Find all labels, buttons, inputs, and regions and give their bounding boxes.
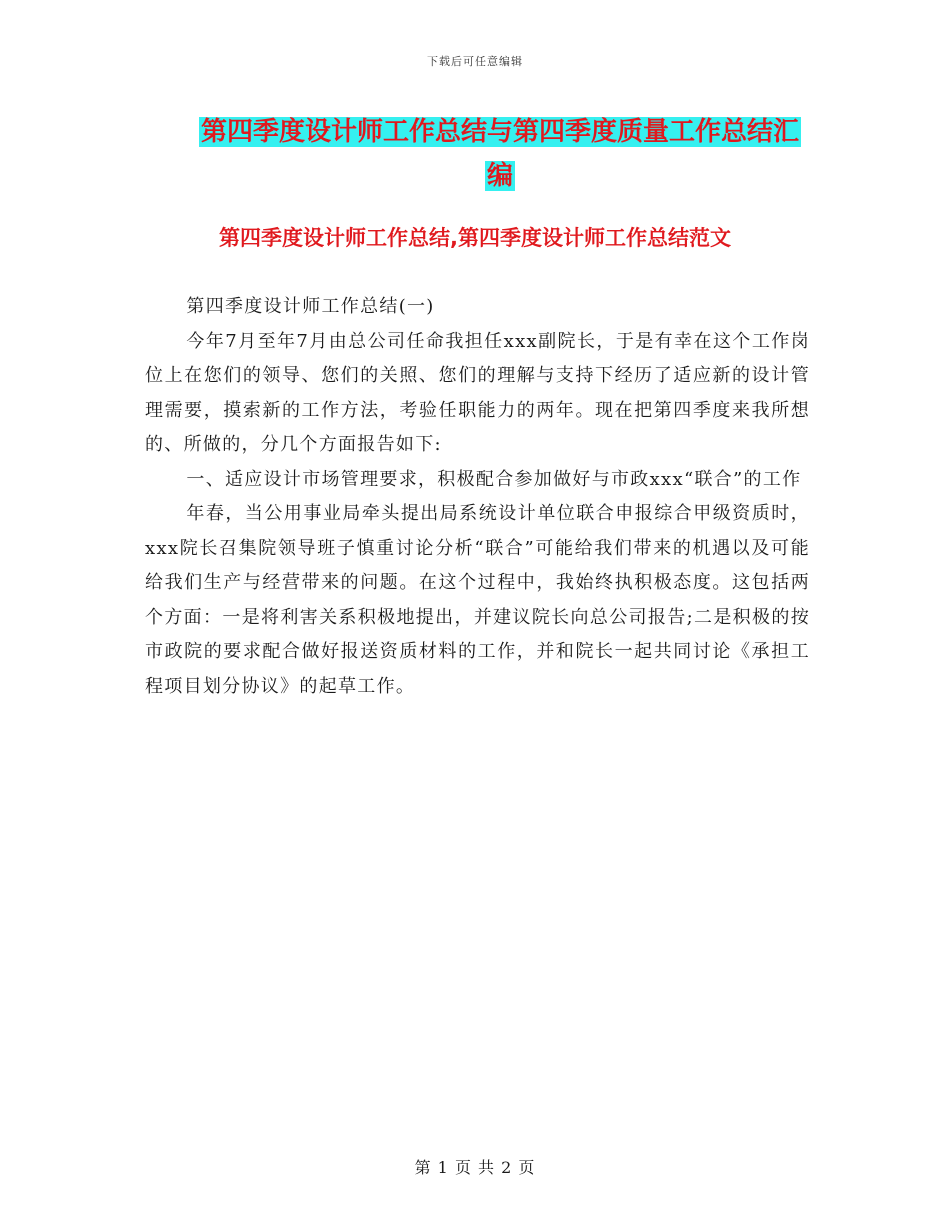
title-line-2: 编 — [486, 161, 513, 191]
paragraph: 年春，当公用事业局牵头提出局系统设计单位联合申报综合甲级资质时，xxx院长召集院领导班子慎重讨论分析“联合”可能给我们带来的机遇以及可能给我们生产与经营带来的问题。在这个过程中，我始终执积极态度。这包括两个方面：一是将利害关系积极地提出，并建议院长向总公司报告;二是积极的按市政院的要求配合做好报送资质材料的工作，并和院长一起共同讨论《承担工程项目划分协议》的起草工作。 — [145, 503, 810, 697]
title-line-1: 第四季度设计师工作总结与第四季度质量工作总结汇 — [200, 117, 799, 147]
document-body — [145, 290, 810, 704]
page-footer: 第 1 页 共 2 页 — [414, 1158, 536, 1177]
paragraph-section-heading: 一、适应设计市场管理要求，积极配合参加做好与市政xxx“联合”的工作 — [186, 468, 802, 490]
section-subtitle: 第四季度设计师工作总结,第四季度设计师工作总结范文 — [219, 226, 731, 250]
paragraph-heading: 第四季度设计师工作总结(一) — [186, 296, 435, 317]
document-title — [190, 110, 810, 198]
paragraph: 今年7月至年7月由总公司任命我担任xxx副院长，于是有幸在这个工作岗位上在您们的领导、您们的关照、您们的理解与支持下经历了适应新的设计管理需要，摸索新的工作方法，考验任职能力的两年。现在把第四季度来我所想的、所做的，分几个方面报告如下: — [145, 330, 810, 455]
header-note: 下载后可任意编辑 — [427, 55, 523, 68]
